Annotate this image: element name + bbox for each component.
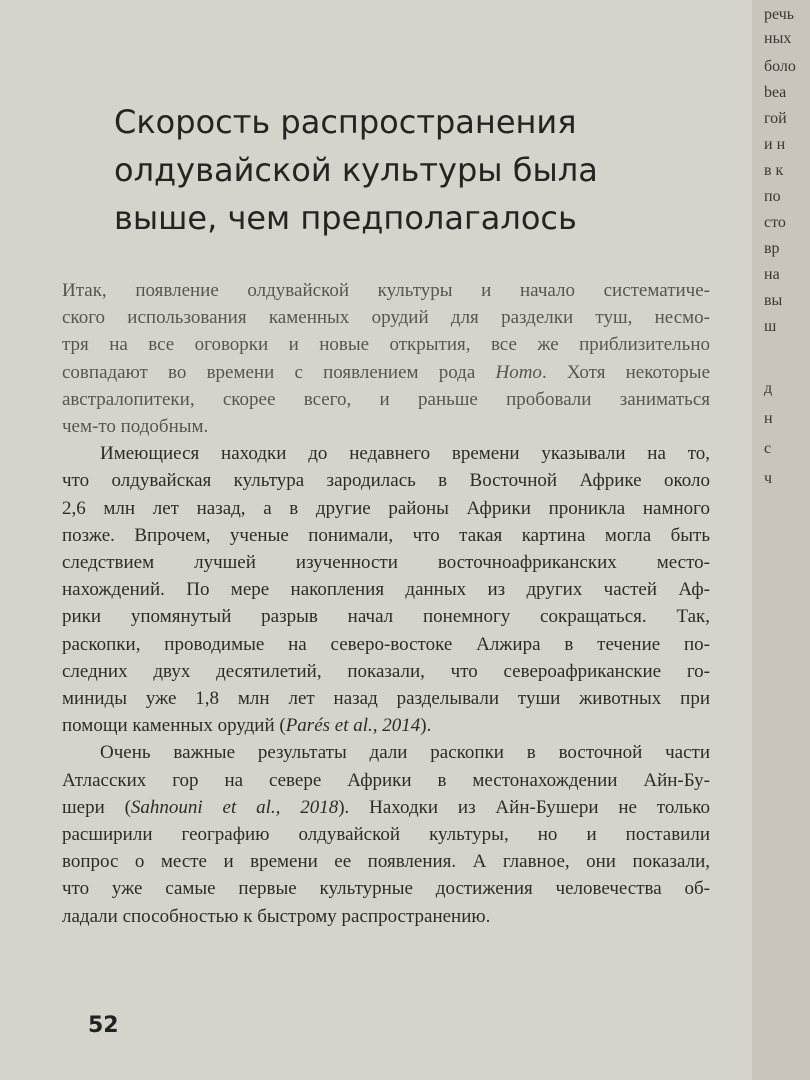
text-line: ского использования каменных орудий для разделки туш, несмо-	[62, 307, 710, 329]
paragraph-2	[62, 440, 710, 739]
text-line: Итак, появление олдувайской культуры и начало систематиче-	[62, 280, 710, 301]
text-line: Имеющиеся находки до недавнего времени указывали на то,	[100, 443, 710, 465]
text-line: ладали способностью к быстрому распространению.	[62, 905, 491, 927]
text-line: вопрос о месте и времени ее появления. А главное, они показали,	[62, 851, 710, 873]
intro-paragraph	[62, 277, 710, 440]
adjacent-page-text: д	[764, 380, 773, 397]
text-fragment: ).	[420, 715, 432, 737]
page-number: 52	[88, 1013, 119, 1038]
text-line	[62, 712, 710, 739]
adjacent-page-text: сто	[764, 214, 786, 231]
text-line: раскопки, проводимые на северо-востоке Алжира в течение по-	[62, 633, 710, 655]
chapter-heading	[114, 98, 714, 242]
text-fragment: совпадают во времени с появлением рода	[62, 361, 496, 383]
body-text	[62, 277, 710, 930]
text-line: миниды уже 1,8 млн лет назад разделывали туши животных при	[62, 688, 710, 710]
heading-line: выше, чем предполагалось	[114, 199, 577, 237]
adjacent-page-text: речь	[764, 6, 795, 23]
text-line: рики упомянутый разрыв начал понемногу сокращаться. Так,	[62, 606, 710, 628]
text-line: следних двух десятилетий, показали, что североафриканские го-	[62, 660, 710, 682]
citation: Sahnouni et al., 2018	[130, 796, 339, 818]
paragraph-3	[62, 739, 710, 929]
adjacent-page-text: с	[764, 440, 772, 457]
adjacent-page-text: ш	[764, 318, 777, 335]
text-line: что олдувайская культура зародилась в Восточной Африке около	[62, 470, 710, 492]
citation: Parés et al., 2014	[285, 715, 421, 737]
text-line: следствием лучшей изученности восточноафриканских место-	[62, 552, 710, 574]
adjacent-page-text: bea	[764, 84, 787, 101]
adjacent-page-text: на	[764, 266, 780, 283]
adjacent-page-edge	[752, 0, 810, 1080]
text-line: Атласских гор на севере Африки в местонахождении Айн-Бу-	[62, 769, 710, 791]
adjacent-page-text: вр	[764, 240, 780, 257]
adjacent-page-text: н	[764, 410, 773, 427]
text-line: позже. Впрочем, ученые понимали, что такая картина могла быть	[62, 524, 710, 546]
adjacent-page-text: ч	[764, 470, 773, 487]
adjacent-page-text: гой	[764, 110, 787, 127]
text-fragment: помощи каменных орудий (	[62, 715, 286, 737]
text-fragment: ). Находки из Айн-Бушери не только	[338, 796, 710, 818]
heading-line: олдувайской культуры была	[114, 151, 598, 189]
text-line: австралопитеки, скорее всего, и раньше пробовали заниматься	[62, 388, 710, 410]
adjacent-page-text: боло	[764, 58, 796, 75]
adjacent-page-text: вы	[764, 292, 783, 309]
adjacent-page-text: и н	[764, 136, 786, 153]
heading-line: Скорость распространения	[114, 103, 577, 141]
text-line	[62, 359, 710, 386]
text-line: тря на все оговорки и новые открытия, все же приблизительно	[62, 334, 710, 356]
text-line: 2,6 млн лет назад, а в другие районы Африки проникла намного	[62, 497, 710, 519]
text-line	[62, 794, 710, 821]
text-line: Очень важные результаты дали раскопки в восточной части	[100, 742, 710, 764]
adjacent-page-text: по	[764, 188, 781, 205]
text-fragment: шери (	[62, 796, 131, 818]
adjacent-page-text: в к	[764, 162, 784, 179]
genus-name: Homo	[495, 361, 542, 383]
text-line: что уже самые первые культурные достижения человечества об-	[62, 878, 710, 900]
text-line: чем-то подобным.	[62, 416, 209, 438]
adjacent-page-text: ных	[764, 30, 792, 47]
text-fragment: . Хотя некоторые	[541, 361, 710, 383]
text-line: расширили географию олдувайской культуры, но и поставили	[62, 824, 710, 846]
text-line: нахождений. По мере накопления данных из других частей Аф-	[62, 579, 710, 601]
